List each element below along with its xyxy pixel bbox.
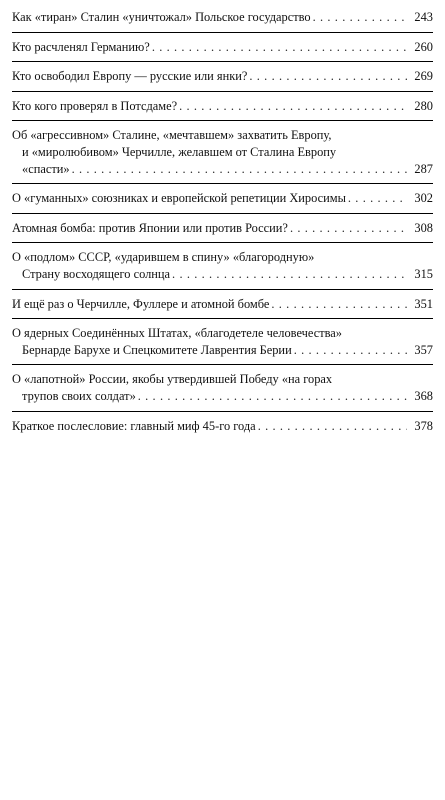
toc-page-number: 243 bbox=[414, 10, 433, 24]
toc-entry-title: И ещё раз о Черчилле, Фуллере и атомной бомбе bbox=[12, 296, 270, 311]
toc-entry-title: Кто кого проверял в Потсдаме? bbox=[12, 98, 178, 113]
toc-entry bbox=[12, 371, 433, 411]
table-of-contents bbox=[12, 9, 433, 446]
toc-page-number: 315 bbox=[414, 266, 433, 281]
toc-entry bbox=[12, 9, 433, 33]
toc-entry bbox=[12, 68, 433, 92]
toc-entry bbox=[12, 190, 433, 214]
toc-page-number: 357 bbox=[414, 342, 433, 357]
dot-leader bbox=[294, 342, 407, 359]
toc-page-number: 287 bbox=[414, 161, 433, 176]
toc-entry bbox=[12, 98, 433, 122]
toc-entry bbox=[12, 127, 433, 184]
toc-entry-title: О «гуманных» союзниках и европейской репетиции Хиросимы bbox=[12, 191, 346, 206]
toc-entry bbox=[12, 39, 433, 63]
toc-entry-title: Кто освободил Европу — русские или янки? bbox=[12, 69, 248, 84]
toc-entry-title: Атомная бомба: против Японии или против России? bbox=[12, 220, 288, 235]
dot-leader bbox=[271, 296, 407, 313]
dot-leader bbox=[249, 68, 407, 85]
toc-entry-title-line: О ядерных Соединённых Штатах, «благодетеле человечества» bbox=[12, 326, 342, 341]
toc-entry-title-line: Страну восходящего солнца bbox=[22, 266, 171, 281]
toc-page-number: 368 bbox=[414, 388, 433, 403]
toc-entry-title-line: Бернарде Барухе и Спецкомитете Лаврентия Берии bbox=[22, 342, 292, 357]
toc-page-number: 378 bbox=[414, 418, 433, 433]
toc-page-number: 351 bbox=[414, 296, 433, 311]
toc-entry-title-line: О «лапотной» России, якобы утвердившей Победу «на горах bbox=[12, 372, 333, 387]
toc-entry-title: Как «тиран» Сталин «уничтожал» Польское государство bbox=[12, 10, 311, 24]
dot-leader bbox=[72, 161, 407, 178]
toc-entry-title: Краткое послесловие: главный миф 45-го года bbox=[12, 418, 256, 433]
toc-entry-title-line: трупов своих солдат» bbox=[22, 388, 136, 403]
dot-leader bbox=[348, 190, 407, 207]
toc-entry-title-line: «спасти» bbox=[22, 161, 70, 176]
dot-leader bbox=[138, 388, 407, 405]
toc-entry-title-line: и «миролюбивом» Черчилле, желавшем от Сталина Европу bbox=[22, 144, 337, 159]
dot-leader bbox=[179, 98, 407, 115]
toc-entry-title: Кто расчленял Германию? bbox=[12, 39, 150, 54]
dot-leader bbox=[172, 266, 407, 283]
toc-entry-title-line: Об «агрессивном» Сталине, «мечтавшем» захватить Европу, bbox=[12, 128, 332, 143]
toc-page-number: 308 bbox=[414, 220, 433, 235]
toc-page-number: 260 bbox=[414, 39, 433, 54]
toc-entry bbox=[12, 249, 433, 289]
toc-entry bbox=[12, 296, 433, 320]
dot-leader bbox=[258, 418, 407, 435]
dot-leader bbox=[152, 39, 407, 56]
toc-entry bbox=[12, 220, 433, 244]
toc-page-number: 269 bbox=[414, 69, 433, 84]
dot-leader bbox=[313, 9, 407, 26]
toc-entry-title-line: О «подлом» СССР, «ударившем в спину» «благородную» bbox=[12, 250, 315, 265]
dot-leader bbox=[290, 220, 407, 237]
toc-page-number: 280 bbox=[414, 98, 433, 113]
toc-entry bbox=[12, 418, 433, 441]
toc-entry bbox=[12, 325, 433, 365]
toc-page-number: 302 bbox=[414, 191, 433, 206]
